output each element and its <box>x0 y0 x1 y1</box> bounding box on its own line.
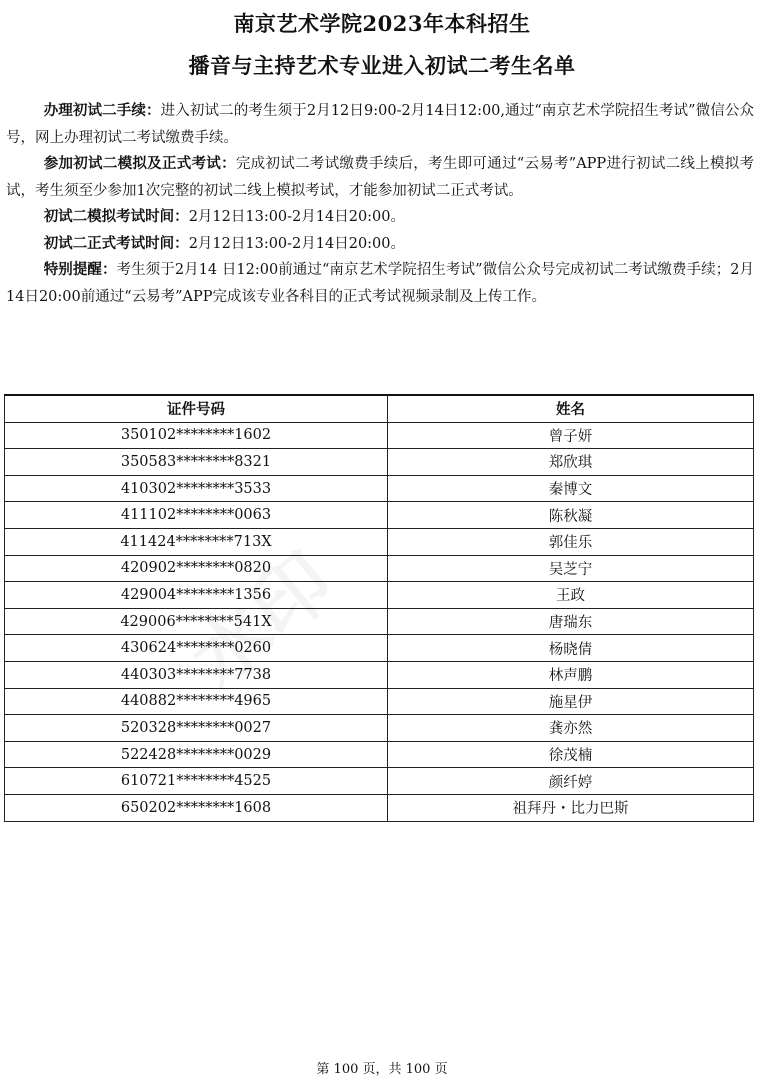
table-row <box>5 528 754 555</box>
table-row <box>5 661 754 688</box>
name-cell: 曾子妍 <box>388 422 754 449</box>
notice-paragraph <box>6 231 754 258</box>
name-cell: 祖拜丹・比力巴斯 <box>388 794 754 821</box>
name-cell: 郑欣琪 <box>388 449 754 476</box>
notice-text: 完成初试二考试缴费手续后，考生即可通过“云易考”APP进行初试二线上模拟考试，考生须至少参加1次完整的初试二线上模拟考试，才能参加初试二正式考试。 <box>6 156 755 199</box>
table-row <box>5 608 754 635</box>
id-number-cell: 440303********7738 <box>5 661 388 688</box>
notice-section <box>6 98 754 310</box>
header-name: 姓名 <box>388 395 754 422</box>
id-number-cell: 350583********8321 <box>5 449 388 476</box>
name-cell: 林声鹏 <box>388 661 754 688</box>
id-number-cell: 440882********4965 <box>5 688 388 715</box>
table-header-row <box>5 395 754 422</box>
notice-label: 初试二正式考试时间： <box>43 234 189 252</box>
notice-label: 参加初试二模拟及正式考试： <box>43 155 236 172</box>
id-number-cell: 420902********0820 <box>5 555 388 582</box>
id-number-cell: 429006********541X <box>5 608 388 635</box>
candidate-table <box>4 394 754 822</box>
notice-label: 初试二模拟考试时间： <box>43 208 189 225</box>
id-number-cell: 522428********0029 <box>5 741 388 768</box>
table-row <box>5 475 754 502</box>
name-cell: 王政 <box>388 582 754 609</box>
id-number-cell: 430624********0260 <box>5 635 388 662</box>
id-number-cell: 429004********1356 <box>5 582 388 609</box>
name-cell: 陈秋凝 <box>388 502 754 529</box>
id-number-cell: 350102********1602 <box>5 422 388 449</box>
page-title-line1: 南京艺术学院2023年本科招生 <box>233 11 531 36</box>
page-footer: 第 100 页，共 100 页 <box>316 1062 448 1077</box>
notice-paragraph <box>6 257 754 310</box>
table-row <box>5 794 754 821</box>
name-cell: 唐瑞东 <box>388 608 754 635</box>
id-number-cell: 410302********3533 <box>5 475 388 502</box>
page-title-line2: 播音与主持艺术专业进入初试二考生名单 <box>188 53 576 78</box>
table-row <box>5 688 754 715</box>
header-id-number: 证件号码 <box>5 395 388 422</box>
notice-text: 进入初试二的考生须于2月12日9:00-2月14日12:00,通过“南京艺术学院招生考试”微信公众号，网上办理初试二考试缴费手续。 <box>6 103 754 146</box>
name-cell: 杨晓倩 <box>388 635 754 662</box>
name-cell: 吴芝宁 <box>388 555 754 582</box>
id-number-cell: 411102********0063 <box>5 502 388 529</box>
notice-label: 特别提醒： <box>43 261 117 278</box>
notice-paragraph <box>6 151 754 204</box>
table-row <box>5 741 754 768</box>
name-cell: 秦博文 <box>388 475 754 502</box>
table-row <box>5 768 754 795</box>
table-row <box>5 422 754 449</box>
table-row <box>5 449 754 476</box>
notice-paragraph <box>6 204 754 231</box>
table-row <box>5 635 754 662</box>
notice-text: 2月12日13:00-2月14日20:00。 <box>188 209 406 225</box>
name-cell: 颜纤婷 <box>388 768 754 795</box>
notice-text: 考生须于2月14 日12:00前通过“南京艺术学院招生考试”微信公众号完成初试二考试缴费手续；2月14日20:00前通过“云易考”APP完成该专业各科目的正式考试视频录制及上传工作。 <box>6 262 755 305</box>
id-number-cell: 411424********713X <box>5 528 388 555</box>
notice-paragraph <box>6 98 754 151</box>
notice-label: 办理初试二手续： <box>43 102 161 119</box>
name-cell: 龚亦然 <box>388 715 754 742</box>
table-row <box>5 555 754 582</box>
id-number-cell: 520328********0027 <box>5 715 388 742</box>
table-row <box>5 715 754 742</box>
notice-text: 2月12日13:00-2月14日20:00。 <box>188 235 406 252</box>
table-row <box>5 502 754 529</box>
name-cell: 郭佳乐 <box>388 528 754 555</box>
id-number-cell: 610721********4525 <box>5 768 388 795</box>
id-number-cell: 650202********1608 <box>5 794 388 821</box>
table-row <box>5 582 754 609</box>
name-cell: 徐茂楠 <box>388 741 754 768</box>
name-cell: 施星伊 <box>388 688 754 715</box>
